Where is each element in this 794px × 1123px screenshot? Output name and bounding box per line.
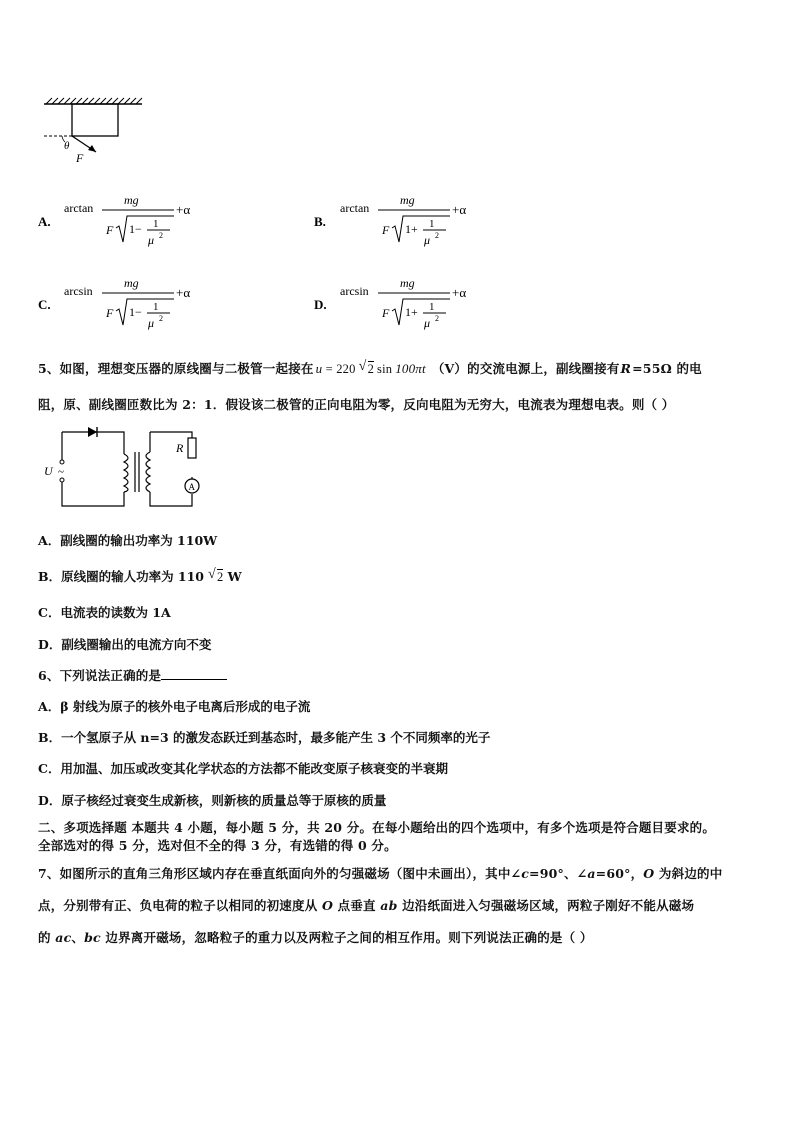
inner-denominator: μ <box>424 316 431 330</box>
q7-stem-line3 <box>38 928 593 946</box>
q6-option-d: D．原子核经过衰变生成新核，则新核的质量总等于原核的质量 <box>38 793 387 808</box>
q6-stem-text: 6、下列说法正确的是 <box>38 668 162 683</box>
formula-c <box>38 273 208 335</box>
q5-r-var: R <box>620 361 632 376</box>
circuit-u-label: U <box>44 464 53 478</box>
answer-blank <box>161 667 227 680</box>
exponent: 2 <box>435 231 439 240</box>
option-letter: D. <box>314 297 327 312</box>
q7-t9: 、 <box>71 930 85 945</box>
exponent: 2 <box>159 314 163 323</box>
q7-stem-line2 <box>38 896 694 914</box>
q7-var-o: O <box>643 866 655 881</box>
ammeter-icon: A <box>188 482 195 492</box>
circuit-tilde: ~ <box>58 466 64 478</box>
formula-u: u <box>315 361 323 376</box>
formula-sqrt: √ 2 <box>358 359 375 376</box>
q5-option-b <box>38 567 242 585</box>
exponent: 2 <box>435 314 439 323</box>
numerator: mg <box>400 276 415 290</box>
inner-denominator: μ <box>148 233 155 247</box>
q5-option-b-sqrt: √ 2 <box>208 567 224 584</box>
q4-option-b <box>314 190 484 256</box>
sqrt-sign <box>116 299 174 325</box>
function-name: arcsin <box>64 284 93 298</box>
q7-t4: 为斜边的中 <box>654 866 723 881</box>
q5-option-b-unit: W <box>223 569 242 584</box>
q7-var-c: c <box>521 866 530 881</box>
radicand-prefix: 1+ <box>405 305 418 319</box>
plus-alpha: +α <box>452 202 467 217</box>
inner-numerator: 1 <box>429 301 435 313</box>
q7-t3: =60°， <box>595 866 644 881</box>
formula-arg: 100πt <box>395 361 426 376</box>
plus-alpha: +α <box>452 285 467 300</box>
q7-t1: 7、如图所示的直角三角形区域内存在垂直纸面向外的匀强磁场（图中未画出），其中∠ <box>38 866 522 881</box>
numerator: mg <box>124 276 139 290</box>
q5-text-b: （V）的交流电源上，副线圈接有 <box>431 361 620 376</box>
denominator-f: F <box>382 306 390 320</box>
q7-var-o2: O <box>321 898 334 913</box>
q6-option-c: C．用加温、加压或改变其化学状态的方法都不能改变原子核衰变的半衰期 <box>38 761 448 776</box>
section2-line1: 二、多项选择题 本题共 4 小题，每小题 5 分，共 20 分。在每小题给出的四个选项中，有多个选项是符合题目要求的。 <box>38 820 716 835</box>
q7-var-a: a <box>587 866 596 881</box>
function-name: arcsin <box>340 284 369 298</box>
radicand-prefix: 1− <box>129 222 142 236</box>
sqrt-sign <box>392 216 450 242</box>
q4-option-c <box>38 273 208 339</box>
inner-numerator: 1 <box>153 218 159 230</box>
sqrt-sign <box>116 216 174 242</box>
numerator: mg <box>124 193 139 207</box>
denominator-f: F <box>106 306 114 320</box>
q5-stem-line1 <box>38 359 702 377</box>
q7-t7: 边沿纸面进入匀强磁场区域，两粒子刚好不能从磁场 <box>397 898 695 913</box>
q7-t10: 边界离开磁场，忽略粒子的重力以及两粒子之间的相互作用。则下列说法正确的是（ ） <box>100 930 593 945</box>
inner-numerator: 1 <box>429 218 435 230</box>
q4-option-a <box>38 190 208 256</box>
q5-text-c: =55Ω 的电 <box>632 361 702 376</box>
sqrt-sign <box>392 299 450 325</box>
q5-text-a: 5、如图，理想变压器的原线圈与二极管一起接在 <box>38 361 314 376</box>
exponent: 2 <box>159 231 163 240</box>
option-letter: B. <box>314 214 326 229</box>
block-force-figure <box>38 96 148 166</box>
transformer-circuit <box>40 422 220 514</box>
option-letter: C. <box>38 297 51 312</box>
function-name: arctan <box>64 201 94 215</box>
q4-option-d <box>314 273 484 339</box>
radicand-prefix: 1− <box>129 305 142 319</box>
circuit-r-label: R <box>176 441 184 455</box>
denominator-f: F <box>106 223 114 237</box>
option-letter: A. <box>38 214 51 229</box>
q7-var-bc: bc <box>84 930 101 945</box>
theta-label: θ <box>64 140 70 152</box>
q7-t2: =90°、∠ <box>529 866 588 881</box>
q7-var-ac: ac <box>55 930 72 945</box>
q6-stem <box>38 666 227 684</box>
q5-option-b-text: B．原线圈的输人功率为 110 <box>38 569 205 584</box>
numerator: mg <box>400 193 415 207</box>
q7-t5: 点，分别带有正、负电荷的粒子以相同的初速度从 <box>38 898 322 913</box>
inner-denominator: μ <box>148 316 155 330</box>
denominator-f: F <box>382 223 390 237</box>
q5-option-c: C．电流表的读数为 1A <box>38 605 171 620</box>
inner-denominator: μ <box>424 233 431 247</box>
formula-d <box>314 273 484 335</box>
q7-var-ab: ab <box>380 898 398 913</box>
q6-option-b: B．一个氢原子从 n=3 的激发态跃迁到基态时，最多能产生 3 个不同频率的光子 <box>38 730 491 745</box>
q5-option-d: D．副线圈输出的电流方向不变 <box>38 637 212 652</box>
q6-option-a: A．β 射线为原子的核外电子电离后形成的电子流 <box>38 699 311 714</box>
q7-t8: 的 <box>38 930 56 945</box>
plus-alpha: +α <box>176 285 191 300</box>
q5-stem-line2: 阻，原、副线圈匝数比为 2：1．假设该二极管的正向电阻为零，反向电阻为无穷大，电流表为理想电表。则（ ） <box>38 397 675 412</box>
radicand-prefix: 1+ <box>405 222 418 236</box>
formula-sin: sin <box>377 362 393 376</box>
force-label: F <box>76 151 84 165</box>
function-name: arctan <box>340 201 370 215</box>
q7-stem-line1 <box>38 864 722 882</box>
formula-b <box>314 190 484 252</box>
q7-t6: 点垂直 <box>333 898 381 913</box>
plus-alpha: +α <box>176 202 191 217</box>
section2-line2: 全部选对的得 5 分，选对但不全的得 3 分，有选错的得 0 分。 <box>38 838 397 853</box>
q5-option-a: A．副线圈的输出功率为 110W <box>38 533 218 548</box>
formula-eq: = 220 <box>322 362 356 376</box>
inner-numerator: 1 <box>153 301 159 313</box>
formula-a <box>38 190 208 252</box>
